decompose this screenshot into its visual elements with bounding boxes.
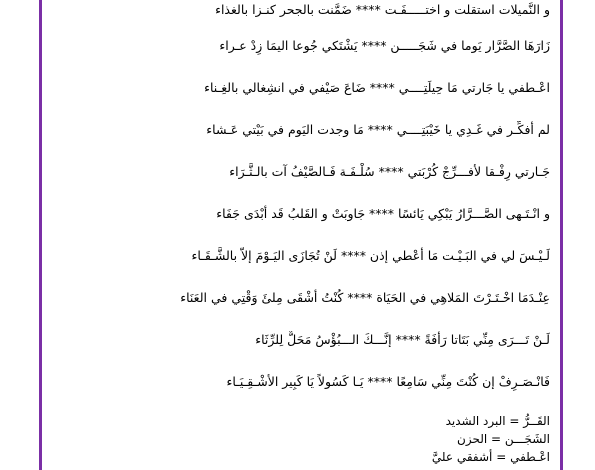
poem-verse: و انْـتَـهى الصَّـــرَّارُ يَبْكِي يَائسًا **** جَاوبَتْ و القَلبُ قَد أبْدَى جَفَاء xyxy=(216,206,550,221)
right-page-border xyxy=(560,0,563,470)
poem-verse: و النَّميلات استقلت و اختـــــفَـت **** ضَمَّنت بالجحر كنـزا بالغذاء xyxy=(215,2,550,17)
poem-verse: لَـيْـسَ لي في البَـيْـت مَا أعْطي إذن **** لَنْ تُجَازَى اليَـوْمَ إلاّ بالشَّـقَـاء xyxy=(191,248,550,263)
poem-verse: لم أفكِّـر في غَـدِي يا خَيْبَتِــــي **** مَا وجدت اليَوم في بَيْتي عَـشاء xyxy=(206,122,550,137)
poem-verse: فَانْـصَـرِفْ إن كُنْتَ مِنِّي سَامِعًا **** يَـا كَسُولاً يَا كَبِير الأشْـقِـيَـاء xyxy=(226,374,550,389)
glossary-entry: اعْـطفي = أشفقي عليَّ xyxy=(431,450,550,464)
poem-verse: اعْـطفي يا جَارتي مَا حِيلَتِــــي **** ضَاعَ صَيْفي في انشِغالي بالغِـناء xyxy=(204,80,550,95)
left-page-border xyxy=(39,0,42,470)
glossary-entry: القَــرُّ = البرد الشديد xyxy=(445,414,550,428)
poem-verse: عِنْـدَمَا اخْـتَـرْتَ المَلاهِي في الحَيَاة **** كُنْتُ أشْقَى مِلئَ وَقْتِي في العَنَاء xyxy=(180,290,550,305)
poem-verse: زَارَهَا الصَّرَّار يَوما في شَجَـــــن **** يَشْتَكي جُوعا اليمَا زِدْ عـراء xyxy=(219,38,550,53)
poem-verse: جَـارتي رِفْـقا لأفـــرِّجْ كُرْبَتي **** سُلْـفَـة فَـالصَّيْفُ آت بالـثَّـرَاء xyxy=(229,164,550,179)
glossary-entry: الشَجَـــن = الحزن xyxy=(457,432,550,446)
poem-verse: لَـنْ تَـــرَى مِنِّي بَتَاتا رَأفَةً **** إنَّـــكَ الـــبُؤْسُ مَحَلٌّ لِلرِّثَاء xyxy=(255,332,550,347)
